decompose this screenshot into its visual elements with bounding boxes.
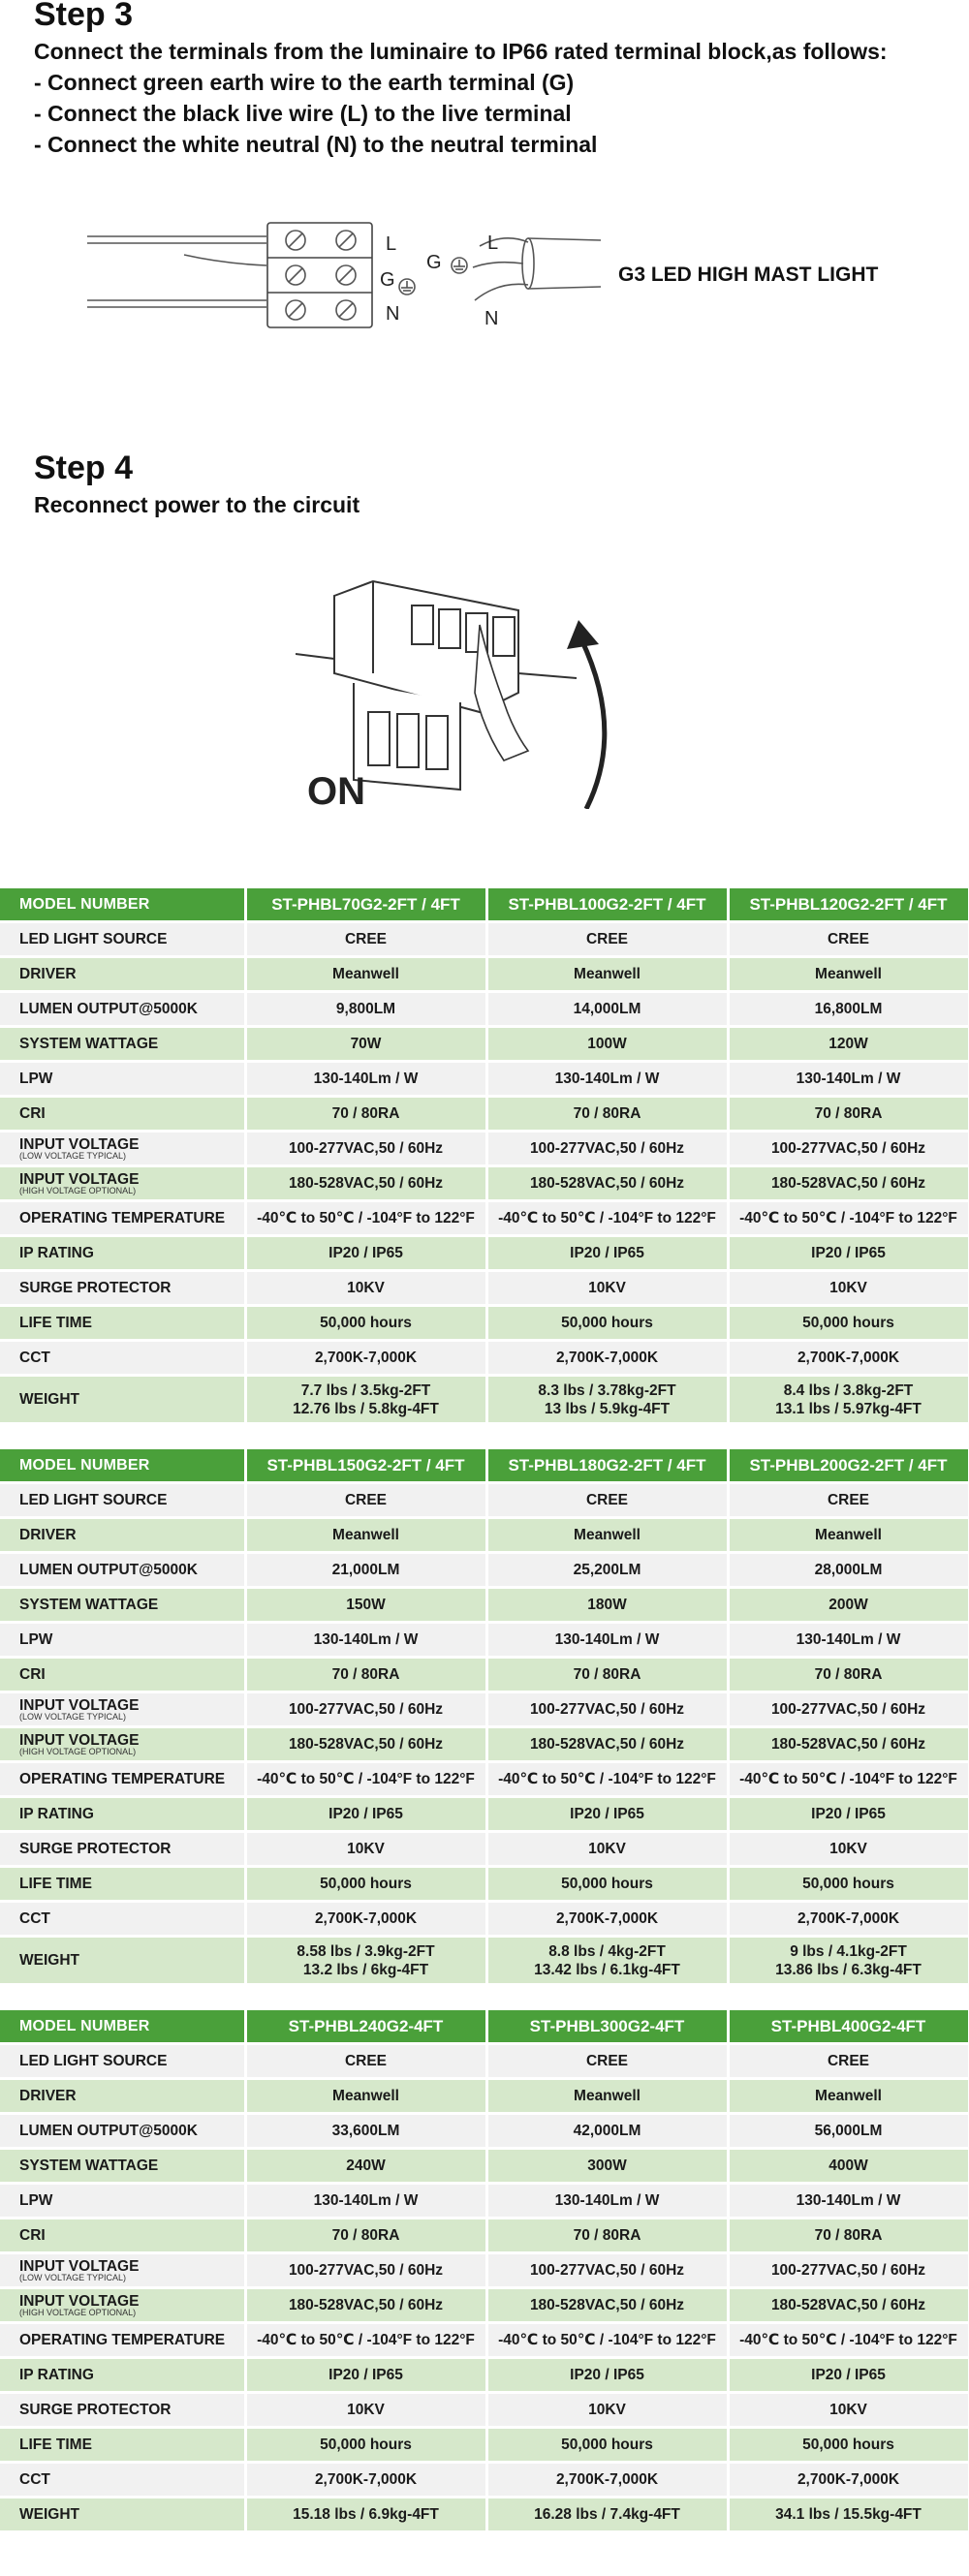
spec-label: SYSTEM WATTAGE xyxy=(0,2149,245,2184)
spec-value: 70 / 80RA xyxy=(728,1097,969,1132)
spec-row xyxy=(0,1027,969,1062)
spec-label: LED LIGHT SOURCE xyxy=(0,1483,245,1518)
diagram-label-n-right: N xyxy=(484,308,499,329)
spec-value: 10KV xyxy=(245,2393,486,2428)
step3-line-4: - Connect the white neutral (N) to the neutral terminal xyxy=(34,132,598,157)
spec-row xyxy=(0,2114,969,2149)
spec-row xyxy=(0,1483,969,1518)
model-number-header: MODEL NUMBER xyxy=(0,888,245,922)
spec-value: 10KV xyxy=(245,1832,486,1867)
spec-value: 2,700K-7,000K xyxy=(245,2463,486,2498)
spec-value: 50,000 hours xyxy=(245,1867,486,1902)
spec-value-line: 13.2 lbs / 6kg-4FT xyxy=(302,1961,429,1978)
spec-value: CREE xyxy=(728,922,969,957)
spec-row xyxy=(0,957,969,992)
step3-line-2: - Connect green earth wire to the earth terminal (G) xyxy=(34,70,575,95)
spec-value-line: 13.42 lbs / 6.1kg-4FT xyxy=(534,1961,680,1978)
spec-label-sub: (LOW VOLTAGE TYPICAL) xyxy=(19,2272,127,2282)
spec-value: 180-528VAC,50 / 60Hz xyxy=(728,1166,969,1201)
spec-value: 100-277VAC,50 / 60Hz xyxy=(728,1132,969,1166)
spec-table-3 xyxy=(0,2010,969,2533)
spec-value: Meanwell xyxy=(728,1518,969,1553)
spec-row xyxy=(0,1097,969,1132)
spec-value: 130-140Lm / W xyxy=(728,1623,969,1658)
spec-row xyxy=(0,1692,969,1727)
spec-value: 34.1 lbs / 15.5kg-4FT xyxy=(728,2498,969,2532)
spec-value: -40℃ to 50℃ / -104°F to 122°F xyxy=(728,1762,969,1797)
diagram-label-n-left: N xyxy=(386,303,400,325)
spec-value: IP20 / IP65 xyxy=(486,2358,728,2393)
spec-value-line: 9 lbs / 4.1kg-2FT xyxy=(790,1942,907,1960)
spec-value: 180-528VAC,50 / 60Hz xyxy=(728,1727,969,1762)
spec-row xyxy=(0,1553,969,1588)
spec-label: SURGE PROTECTOR xyxy=(0,1832,245,1867)
spec-value: 25,200LM xyxy=(486,1553,728,1588)
spec-value: Meanwell xyxy=(486,1518,728,1553)
spec-label: CRI xyxy=(0,1658,245,1692)
model-name: ST-PHBL200G2-2FT / 4FT xyxy=(728,1449,969,1483)
spec-label-sub: (HIGH VOLTAGE OPTIONAL) xyxy=(19,1746,137,1756)
spec-row xyxy=(0,1062,969,1097)
spec-value: 130-140Lm / W xyxy=(245,1623,486,1658)
spec-value: 100W xyxy=(486,1027,728,1062)
spec-value: 21,000LM xyxy=(245,1553,486,1588)
spec-value: 70 / 80RA xyxy=(486,1097,728,1132)
product-label: G3 LED HIGH MAST LIGHT xyxy=(618,264,879,286)
diagram-label-l-right: L xyxy=(487,233,499,254)
step4-title: Step 4 xyxy=(34,450,134,486)
spec-value: 2,700K-7,000K xyxy=(486,1341,728,1376)
spec-value xyxy=(486,1376,728,1424)
spec-label-sub: (LOW VOLTAGE TYPICAL) xyxy=(19,1150,127,1161)
spec-value: CREE xyxy=(728,1483,969,1518)
spec-value: 180-528VAC,50 / 60Hz xyxy=(486,1727,728,1762)
spec-row xyxy=(0,1832,969,1867)
spec-row xyxy=(0,2219,969,2253)
spec-label-sub: (HIGH VOLTAGE OPTIONAL) xyxy=(19,1185,137,1195)
spec-value: IP20 / IP65 xyxy=(245,2358,486,2393)
step3-line-3: - Connect the black live wire (L) to the live terminal xyxy=(34,101,572,126)
spec-value: CREE xyxy=(486,1483,728,1518)
spec-label: SYSTEM WATTAGE xyxy=(0,1027,245,1062)
spec-value: -40℃ to 50℃ / -104°F to 122°F xyxy=(245,1762,486,1797)
spec-row xyxy=(0,2323,969,2358)
earth-icon-right xyxy=(452,258,467,273)
spec-value: 10KV xyxy=(486,1832,728,1867)
table-header-row xyxy=(0,1449,969,1483)
spec-label-main: INPUT VOLTAGE xyxy=(19,2292,140,2310)
spec-value: 70 / 80RA xyxy=(245,1097,486,1132)
spec-value: 15.18 lbs / 6.9kg-4FT xyxy=(245,2498,486,2532)
spec-value: IP20 / IP65 xyxy=(486,1797,728,1832)
spec-label: DRIVER xyxy=(0,2079,245,2114)
spec-value-line: 8.3 lbs / 3.78kg-2FT xyxy=(538,1381,676,1399)
spec-value: 10KV xyxy=(486,1271,728,1306)
spec-row xyxy=(0,1166,969,1201)
spec-row xyxy=(0,2079,969,2114)
spec-value: 2,700K-7,000K xyxy=(728,1902,969,1937)
spec-label: LUMEN OUTPUT@5000K xyxy=(0,1553,245,1588)
spec-value: -40℃ to 50℃ / -104°F to 122°F xyxy=(486,1762,728,1797)
spec-value: Meanwell xyxy=(486,957,728,992)
spec-label: LIFE TIME xyxy=(0,2428,245,2463)
spec-value: IP20 / IP65 xyxy=(245,1797,486,1832)
model-number-header: MODEL NUMBER xyxy=(0,2010,245,2044)
spec-value: 100-277VAC,50 / 60Hz xyxy=(245,1692,486,1727)
spec-value: 70W xyxy=(245,1027,486,1062)
spec-row xyxy=(0,1376,969,1424)
spec-value xyxy=(728,1937,969,1985)
spec-label-main: INPUT VOLTAGE xyxy=(19,1731,140,1749)
spec-value: CREE xyxy=(486,2044,728,2079)
spec-label-sub: (HIGH VOLTAGE OPTIONAL) xyxy=(19,2307,137,2317)
spec-label-main: INPUT VOLTAGE xyxy=(19,1170,140,1188)
spec-value: 130-140Lm / W xyxy=(486,2184,728,2219)
spec-row xyxy=(0,2428,969,2463)
spec-value: Meanwell xyxy=(245,957,486,992)
spec-label-main: INPUT VOLTAGE xyxy=(19,2257,140,2275)
spec-row xyxy=(0,1201,969,1236)
spec-value: 50,000 hours xyxy=(486,2428,728,2463)
step4-line: Reconnect power to the circuit xyxy=(34,492,360,517)
spec-value: 100-277VAC,50 / 60Hz xyxy=(486,1132,728,1166)
spec-value: 2,700K-7,000K xyxy=(245,1902,486,1937)
spec-value: IP20 / IP65 xyxy=(245,1236,486,1271)
spec-label: IP RATING xyxy=(0,1236,245,1271)
spec-value: -40℃ to 50℃ / -104°F to 122°F xyxy=(245,2323,486,2358)
spec-value: 130-140Lm / W xyxy=(245,2184,486,2219)
spec-row xyxy=(0,1902,969,1937)
spec-value: 2,700K-7,000K xyxy=(728,2463,969,2498)
spec-value: 130-140Lm / W xyxy=(486,1623,728,1658)
spec-row xyxy=(0,1518,969,1553)
spec-value: -40℃ to 50℃ / -104°F to 122°F xyxy=(486,1201,728,1236)
spec-value: CREE xyxy=(245,1483,486,1518)
spec-label xyxy=(0,1166,245,1201)
spec-value xyxy=(245,1937,486,1985)
table-header-row xyxy=(0,2010,969,2044)
spec-label: LUMEN OUTPUT@5000K xyxy=(0,2114,245,2149)
spec-row xyxy=(0,1306,969,1341)
spec-value: 14,000LM xyxy=(486,992,728,1027)
spec-label xyxy=(0,1727,245,1762)
spec-value: IP20 / IP65 xyxy=(486,1236,728,1271)
spec-label: LED LIGHT SOURCE xyxy=(0,2044,245,2079)
earth-icon xyxy=(399,279,415,295)
spec-label: WEIGHT xyxy=(0,2498,245,2532)
spec-row xyxy=(0,2044,969,2079)
spec-row xyxy=(0,1623,969,1658)
spec-value: 300W xyxy=(486,2149,728,2184)
spec-value: 180-528VAC,50 / 60Hz xyxy=(486,1166,728,1201)
spec-row xyxy=(0,2184,969,2219)
spec-label: OPERATING TEMPERATURE xyxy=(0,1201,245,1236)
spec-label xyxy=(0,2253,245,2288)
diagram-label-g-right: G xyxy=(426,252,442,273)
spec-label: LED LIGHT SOURCE xyxy=(0,922,245,957)
model-name: ST-PHBL100G2-2FT / 4FT xyxy=(486,888,728,922)
spec-row xyxy=(0,2253,969,2288)
spec-value-line: 8.58 lbs / 3.9kg-2FT xyxy=(297,1942,435,1960)
spec-value: 10KV xyxy=(728,2393,969,2428)
spec-value: 200W xyxy=(728,1588,969,1623)
spec-value: 10KV xyxy=(245,1271,486,1306)
spec-value: 42,000LM xyxy=(486,2114,728,2149)
spec-value: 100-277VAC,50 / 60Hz xyxy=(728,1692,969,1727)
spec-value: 10KV xyxy=(486,2393,728,2428)
model-name: ST-PHBL120G2-2FT / 4FT xyxy=(728,888,969,922)
step3-title: Step 3 xyxy=(34,0,134,33)
on-label: ON xyxy=(307,770,365,809)
spec-value: 70 / 80RA xyxy=(245,1658,486,1692)
spec-row xyxy=(0,2288,969,2323)
spec-value-line: 8.4 lbs / 3.8kg-2FT xyxy=(783,1381,914,1399)
spec-label: SYSTEM WATTAGE xyxy=(0,1588,245,1623)
spec-value: 120W xyxy=(728,1027,969,1062)
model-name: ST-PHBL70G2-2FT / 4FT xyxy=(245,888,486,922)
spec-row xyxy=(0,2358,969,2393)
spec-value: 50,000 hours xyxy=(486,1306,728,1341)
spec-value: -40℃ to 50℃ / -104°F to 122°F xyxy=(486,2323,728,2358)
spec-label: SURGE PROTECTOR xyxy=(0,2393,245,2428)
spec-row xyxy=(0,1658,969,1692)
spec-value: IP20 / IP65 xyxy=(728,1236,969,1271)
spec-value: 100-277VAC,50 / 60Hz xyxy=(245,1132,486,1166)
spec-value: 9,800LM xyxy=(245,992,486,1027)
spec-value: 50,000 hours xyxy=(728,1306,969,1341)
spec-label: CRI xyxy=(0,2219,245,2253)
spec-value: 2,700K-7,000K xyxy=(245,1341,486,1376)
spec-value: 50,000 hours xyxy=(245,1306,486,1341)
spec-value: 50,000 hours xyxy=(486,1867,728,1902)
wiring-diagram xyxy=(0,203,969,358)
spec-label: OPERATING TEMPERATURE xyxy=(0,1762,245,1797)
spec-row xyxy=(0,1867,969,1902)
spec-label-sub: (LOW VOLTAGE TYPICAL) xyxy=(19,1711,127,1722)
curved-arrow-icon xyxy=(581,639,605,809)
model-name: ST-PHBL150G2-2FT / 4FT xyxy=(245,1449,486,1483)
spec-value: CREE xyxy=(245,922,486,957)
spec-label: WEIGHT xyxy=(0,1376,245,1424)
spec-label-main: INPUT VOLTAGE xyxy=(19,1696,140,1714)
spec-value: CREE xyxy=(486,922,728,957)
spec-label-main: INPUT VOLTAGE xyxy=(19,1135,140,1153)
spec-value: Meanwell xyxy=(728,2079,969,2114)
spec-value: 56,000LM xyxy=(728,2114,969,2149)
spec-value: -40℃ to 50℃ / -104°F to 122°F xyxy=(245,1201,486,1236)
spec-row xyxy=(0,2149,969,2184)
spec-row xyxy=(0,992,969,1027)
spec-value: 10KV xyxy=(728,1271,969,1306)
spec-row xyxy=(0,2463,969,2498)
model-number-header: MODEL NUMBER xyxy=(0,1449,245,1483)
spec-value: -40℃ to 50℃ / -104°F to 122°F xyxy=(728,2323,969,2358)
model-name: ST-PHBL180G2-2FT / 4FT xyxy=(486,1449,728,1483)
spec-row xyxy=(0,1132,969,1166)
spec-label: DRIVER xyxy=(0,957,245,992)
spec-value-line: 13.86 lbs / 6.3kg-4FT xyxy=(775,1961,922,1978)
spec-value: 100-277VAC,50 / 60Hz xyxy=(486,2253,728,2288)
spec-value xyxy=(245,1376,486,1424)
spec-label: LPW xyxy=(0,1623,245,1658)
spec-value: 16.28 lbs / 7.4kg-4FT xyxy=(486,2498,728,2532)
spec-value: 16,800LM xyxy=(728,992,969,1027)
spec-label: CRI xyxy=(0,1097,245,1132)
spec-label: WEIGHT xyxy=(0,1937,245,1985)
spec-value: 130-140Lm / W xyxy=(245,1062,486,1097)
spec-value: 28,000LM xyxy=(728,1553,969,1588)
spec-value: 130-140Lm / W xyxy=(728,1062,969,1097)
table-header-row xyxy=(0,888,969,922)
spec-value: 130-140Lm / W xyxy=(728,2184,969,2219)
spec-value: 100-277VAC,50 / 60Hz xyxy=(486,1692,728,1727)
spec-row xyxy=(0,922,969,957)
spec-row xyxy=(0,2498,969,2532)
spec-value: 70 / 80RA xyxy=(486,2219,728,2253)
spec-value: 100-277VAC,50 / 60Hz xyxy=(245,2253,486,2288)
spec-label: SURGE PROTECTOR xyxy=(0,1271,245,1306)
spec-value: 70 / 80RA xyxy=(486,1658,728,1692)
spec-value-line: 12.76 lbs / 5.8kg-4FT xyxy=(293,1400,439,1417)
spec-label: IP RATING xyxy=(0,2358,245,2393)
spec-value: 70 / 80RA xyxy=(728,1658,969,1692)
spec-value: 70 / 80RA xyxy=(245,2219,486,2253)
spec-value: Meanwell xyxy=(728,957,969,992)
spec-value: 2,700K-7,000K xyxy=(728,1341,969,1376)
spec-value: -40℃ to 50℃ / -104°F to 122°F xyxy=(728,1201,969,1236)
breaker-illustration xyxy=(296,567,644,809)
spec-value: 240W xyxy=(245,2149,486,2184)
spec-value: 50,000 hours xyxy=(245,2428,486,2463)
spec-row xyxy=(0,1727,969,1762)
spec-value: 180-528VAC,50 / 60Hz xyxy=(245,1727,486,1762)
spec-value: 150W xyxy=(245,1588,486,1623)
spec-label: LPW xyxy=(0,1062,245,1097)
spec-value: Meanwell xyxy=(245,1518,486,1553)
model-name: ST-PHBL400G2-4FT xyxy=(728,2010,969,2044)
spec-value-line: 7.7 lbs / 3.5kg-2FT xyxy=(300,1381,431,1399)
spec-value: IP20 / IP65 xyxy=(728,2358,969,2393)
spec-value xyxy=(486,1937,728,1985)
spec-row xyxy=(0,1762,969,1797)
spec-value: 70 / 80RA xyxy=(728,2219,969,2253)
spec-label: IP RATING xyxy=(0,1797,245,1832)
spec-label xyxy=(0,1692,245,1727)
spec-label xyxy=(0,1132,245,1166)
spec-value: 2,700K-7,000K xyxy=(486,2463,728,2498)
spec-value: 180-528VAC,50 / 60Hz xyxy=(245,1166,486,1201)
spec-label: LIFE TIME xyxy=(0,1306,245,1341)
spec-label: LPW xyxy=(0,2184,245,2219)
spec-value: IP20 / IP65 xyxy=(728,1797,969,1832)
spec-value-line: 13 lbs / 5.9kg-4FT xyxy=(544,1400,671,1417)
spec-row xyxy=(0,1588,969,1623)
diagram-label-g-left: G xyxy=(380,269,395,291)
spec-table-1 xyxy=(0,888,969,1425)
spec-value: 130-140Lm / W xyxy=(486,1062,728,1097)
spec-row xyxy=(0,1937,969,1985)
spec-value: 100-277VAC,50 / 60Hz xyxy=(728,2253,969,2288)
spec-table-2 xyxy=(0,1449,969,1986)
spec-value xyxy=(728,1376,969,1424)
spec-value: 10KV xyxy=(728,1832,969,1867)
spec-label: LUMEN OUTPUT@5000K xyxy=(0,992,245,1027)
spec-value: 2,700K-7,000K xyxy=(486,1902,728,1937)
spec-row xyxy=(0,1797,969,1832)
spec-value: Meanwell xyxy=(486,2079,728,2114)
model-name: ST-PHBL300G2-4FT xyxy=(486,2010,728,2044)
spec-row xyxy=(0,2393,969,2428)
spec-label: CCT xyxy=(0,2463,245,2498)
spec-value-line: 8.8 lbs / 4kg-2FT xyxy=(548,1942,666,1960)
spec-label xyxy=(0,2288,245,2323)
spec-value: CREE xyxy=(245,2044,486,2079)
spec-value-line: 13.1 lbs / 5.97kg-4FT xyxy=(775,1400,922,1417)
spec-value: CREE xyxy=(728,2044,969,2079)
spec-row xyxy=(0,1341,969,1376)
spec-label: CCT xyxy=(0,1902,245,1937)
spec-value: 180W xyxy=(486,1588,728,1623)
spec-row xyxy=(0,1271,969,1306)
model-name: ST-PHBL240G2-4FT xyxy=(245,2010,486,2044)
spec-label: OPERATING TEMPERATURE xyxy=(0,2323,245,2358)
step3-line-1: Connect the terminals from the luminaire to IP66 rated terminal block,as follows: xyxy=(34,39,888,64)
spec-value: 50,000 hours xyxy=(728,1867,969,1902)
spec-value: 400W xyxy=(728,2149,969,2184)
spec-label: CCT xyxy=(0,1341,245,1376)
spec-row xyxy=(0,1236,969,1271)
spec-value: 180-528VAC,50 / 60Hz xyxy=(486,2288,728,2323)
spec-value: 33,600LM xyxy=(245,2114,486,2149)
spec-label: LIFE TIME xyxy=(0,1867,245,1902)
diagram-label-l-left: L xyxy=(386,233,397,255)
spec-label: DRIVER xyxy=(0,1518,245,1553)
spec-value: Meanwell xyxy=(245,2079,486,2114)
spec-value: 180-528VAC,50 / 60Hz xyxy=(245,2288,486,2323)
spec-value: 50,000 hours xyxy=(728,2428,969,2463)
spec-value: 180-528VAC,50 / 60Hz xyxy=(728,2288,969,2323)
